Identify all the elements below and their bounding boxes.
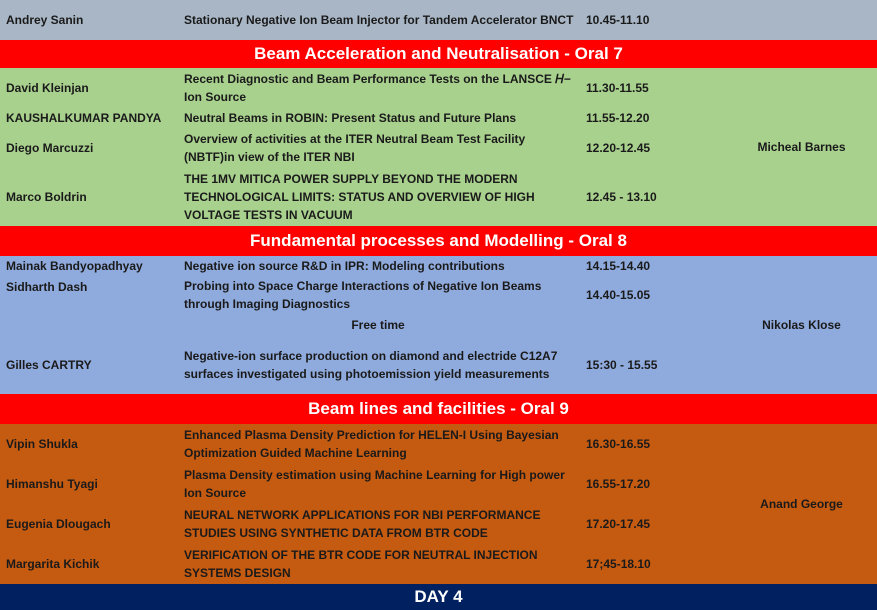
- talk-time: 11.30-11.55: [586, 81, 649, 95]
- talk-title: Probing into Space Charge Interactions of Negative Ion Beams through Imaging Diagnostics: [184, 279, 542, 311]
- talk-time: 11.55-12.20: [586, 111, 650, 125]
- speaker-name: Mainak Bandyopadhyay: [6, 259, 143, 273]
- talk-time: 15:30 - 15.55: [586, 358, 658, 372]
- speaker-name: Diego Marcuzzi: [6, 141, 94, 155]
- day-header: DAY 4: [0, 584, 877, 610]
- talk-title: VERIFICATION OF THE BTR CODE FOR NEUTRAL INJECTION SYSTEMS DESIGN: [184, 548, 538, 580]
- speaker-name: Marco Boldrin: [6, 190, 87, 204]
- talk-title: Stationary Negative Ion Beam Injector for Tandem Accelerator BNCT: [184, 13, 574, 27]
- section-header: Fundamental processes and Modelling - Oral 8: [0, 226, 877, 256]
- talk-time: 14.15-14.40: [586, 259, 651, 273]
- talk-time: 12.45 - 13.10: [586, 190, 657, 204]
- section-header: Beam lines and facilities - Oral 9: [0, 394, 877, 424]
- speaker-name: Vipin Shukla: [6, 437, 78, 451]
- talk-title: Overview of activities at the ITER Neutral Beam Test Facility (NBTF)in view of the ITER NBI: [184, 132, 526, 164]
- talk-title: Negative-ion surface production on diamond and electride C12A7 surfaces investigated using photoemission yield measurements: [184, 349, 558, 381]
- talk-time: 14.40-15.05: [586, 288, 651, 302]
- session-chair: Nikolas Klose: [762, 318, 841, 332]
- talk-time: 16.55-17.20: [586, 477, 651, 491]
- session-chair: Micheal Barnes: [757, 140, 846, 154]
- speaker-name: Margarita Kichik: [6, 557, 100, 571]
- talk-time: 17.20-17.45: [586, 517, 651, 531]
- talk-title: Neutral Beams in ROBIN: Present Status and Future Plans: [184, 111, 517, 125]
- speaker-name: Eugenia Dlougach: [6, 517, 111, 531]
- talk-title: THE 1MV MITICA POWER SUPPLY BEYOND THE MODERN TECHNOLOGICAL LIMITS: STATUS AND OVERVIEW OF HIGH VOLTAGE TESTS IN VACUUM: [184, 172, 535, 222]
- speaker-name: Sidharth Dash: [6, 280, 88, 294]
- talk-time: 17;45-18.10: [586, 557, 651, 571]
- speaker-name: Himanshu Tyagi: [6, 477, 98, 491]
- table-row: [0, 0, 877, 40]
- talk-title: Recent Diagnostic and Beam Performance Tests on the LANSCE 𝐻− Ion Source: [184, 72, 571, 104]
- talk-title: Negative ion source R&D in IPR: Modeling contributions: [184, 259, 505, 273]
- section-header: Beam Acceleration and Neutralisation - Oral 7: [0, 40, 877, 68]
- talk-title: Enhanced Plasma Density Prediction for HELEN-I Using Bayesian Optimization Guided Machine Learning: [184, 428, 559, 460]
- talk-time: 12.20-12.45: [586, 141, 651, 155]
- talk-time: 10.45-11.10: [586, 13, 650, 27]
- talk-title: NEURAL NETWORK APPLICATIONS FOR NBI PERFORMANCE STUDIES USING SYNTHETIC DATA FROM BTR CODE: [184, 508, 541, 540]
- speaker-name: Gilles CARTRY: [6, 358, 92, 372]
- speaker-name: David Kleinjan: [6, 81, 89, 95]
- talk-title: Plasma Density estimation using Machine Learning for High power Ion Source: [184, 468, 565, 500]
- talk-time: 16.30-16.55: [586, 437, 651, 451]
- speaker-name: Andrey Sanin: [6, 13, 84, 27]
- session-chair: Anand George: [760, 497, 843, 511]
- free-time-label: Free time: [351, 318, 405, 332]
- speaker-name: KAUSHALKUMAR PANDYA: [6, 111, 162, 125]
